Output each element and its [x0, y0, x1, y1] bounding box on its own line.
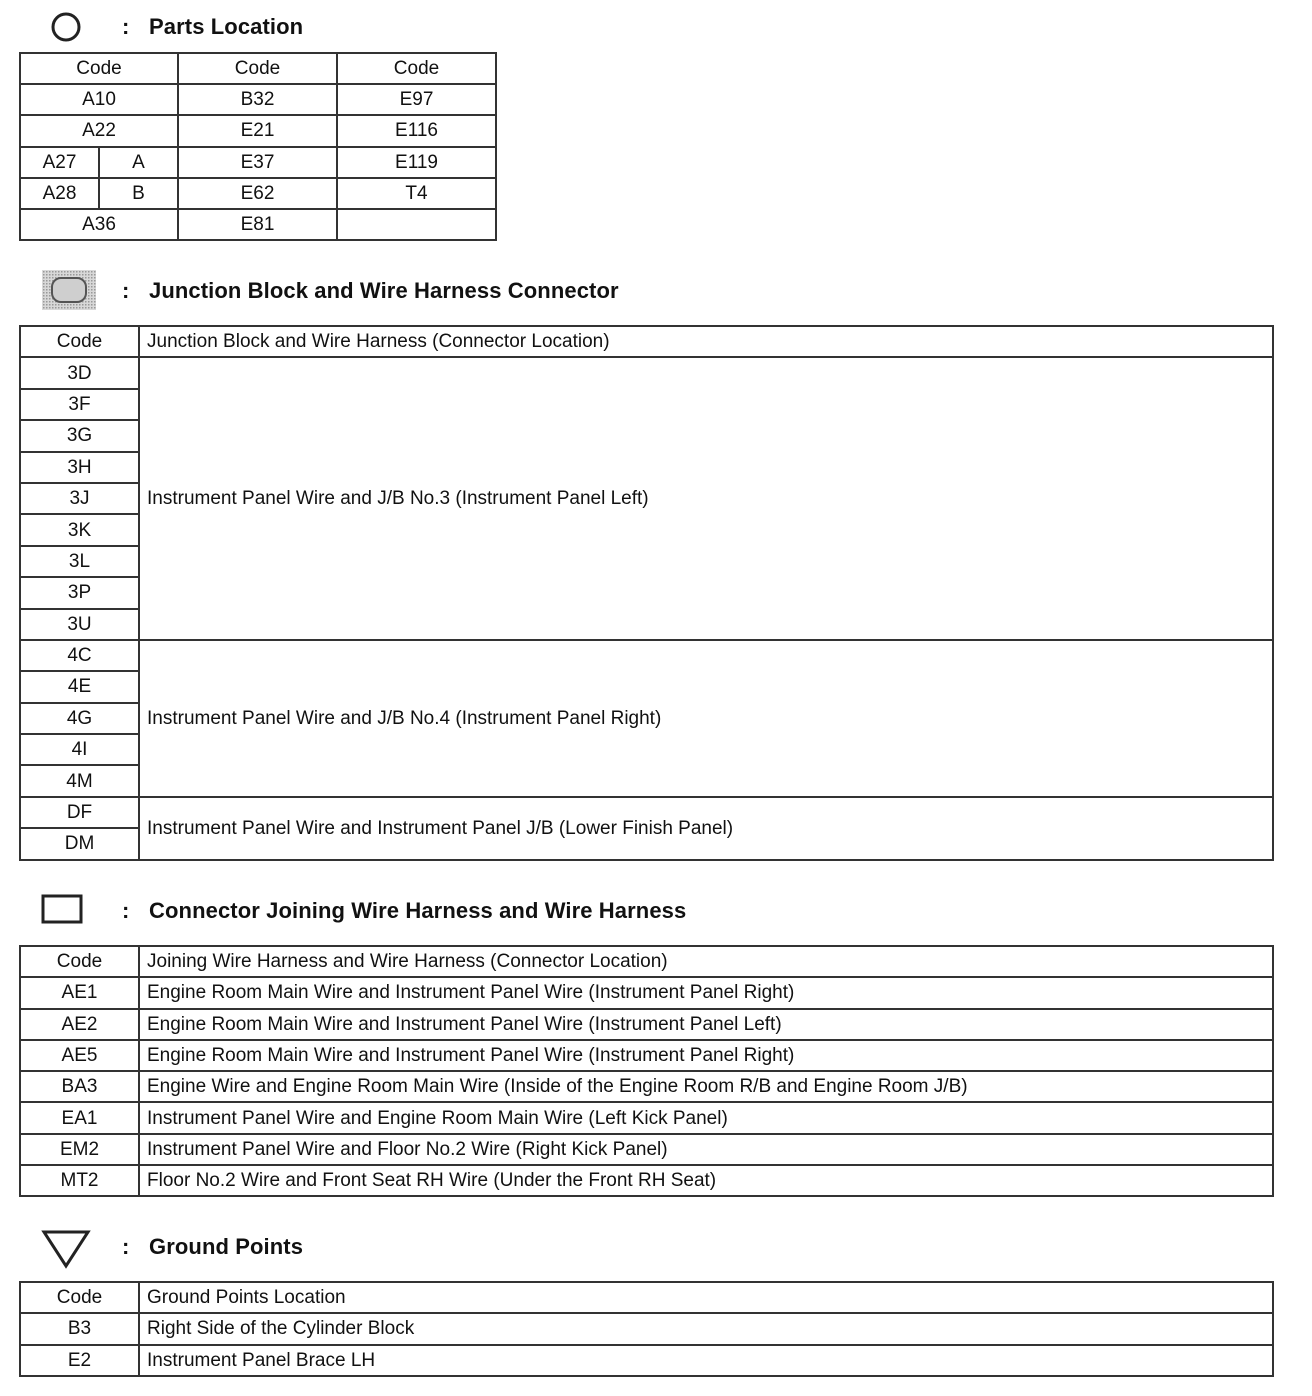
connector-code: 3J: [20, 483, 139, 514]
connector-location: Instrument Panel Wire and Instrument Panel J/B (Lower Finish Panel): [139, 797, 1273, 860]
connector-code: DM: [20, 828, 139, 859]
part-code: E119: [337, 147, 496, 178]
section-title: Ground Points: [149, 1234, 304, 1259]
part-sub-code: B: [99, 178, 178, 209]
row-location: Instrument Panel Wire and Engine Room Main Wire (Left Kick Panel): [139, 1102, 1273, 1133]
part-code: A28: [20, 178, 99, 209]
section-title: Parts Location: [149, 14, 304, 39]
row-code: B3: [20, 1313, 139, 1344]
colon: :: [122, 1234, 130, 1259]
table-row: [20, 1040, 1273, 1071]
connector-code: DF: [20, 797, 139, 828]
row-location: Engine Wire and Engine Room Main Wire (Inside of the Engine Room R/B and Engine Room J/B): [139, 1071, 1273, 1102]
connector-code: 3D: [20, 357, 139, 388]
table-row: [20, 1165, 1273, 1196]
part-code: E62: [178, 178, 337, 209]
table-row: [20, 977, 1273, 1008]
connector-code: 4E: [20, 671, 139, 702]
connector-shaded-icon: [40, 268, 98, 314]
colon: :: [122, 898, 130, 923]
table-row: [20, 1009, 1273, 1040]
part-code: E116: [337, 115, 496, 146]
rectangle-connector-icon: [40, 892, 86, 928]
connector-code: 3F: [20, 389, 139, 420]
ground-triangle-icon: [40, 1226, 92, 1270]
column-header: Code: [20, 946, 139, 977]
part-code: E37: [178, 147, 337, 178]
table-row: [20, 1134, 1273, 1165]
connector-location: Instrument Panel Wire and J/B No.3 (Instrument Panel Left): [139, 357, 1273, 640]
header-row: [20, 326, 1273, 357]
table-row: [20, 797, 1273, 828]
row-code: MT2: [20, 1165, 139, 1196]
row-location: Engine Room Main Wire and Instrument Panel Wire (Instrument Panel Right): [139, 1040, 1273, 1071]
row-location: Floor No.2 Wire and Front Seat RH Wire (Under the Front RH Seat): [139, 1165, 1273, 1196]
table-row: [20, 178, 496, 209]
connector-code: 3U: [20, 609, 139, 640]
circle-icon: [48, 10, 84, 46]
connector-location: Instrument Panel Wire and J/B No.4 (Instrument Panel Right): [139, 640, 1273, 797]
row-location: Instrument Panel Wire and Floor No.2 Wire (Right Kick Panel): [139, 1134, 1273, 1165]
part-code: E97: [337, 84, 496, 115]
parts-location-header: [0, 6, 1312, 46]
connector-code: 3L: [20, 546, 139, 577]
row-code: AE5: [20, 1040, 139, 1071]
column-header: Ground Points Location: [139, 1282, 1273, 1313]
row-code: E2: [20, 1345, 139, 1376]
part-code: A22: [20, 115, 178, 146]
part-code: B32: [178, 84, 337, 115]
header-row: [20, 1282, 1273, 1313]
parts-location-table: [19, 52, 497, 241]
row-code: BA3: [20, 1071, 139, 1102]
column-header: Code: [337, 53, 496, 84]
junction-block-header: [0, 270, 1312, 310]
table-row: [20, 1071, 1273, 1102]
table-row: [20, 115, 496, 146]
header-row: [20, 53, 496, 84]
column-header: Code: [20, 53, 178, 84]
table-row: [20, 209, 496, 240]
section-title: Junction Block and Wire Harness Connector: [149, 278, 619, 303]
section-title: Connector Joining Wire Harness and Wire Harness: [149, 898, 687, 923]
column-header: Junction Block and Wire Harness (Connector Location): [139, 326, 1273, 357]
row-location: Engine Room Main Wire and Instrument Panel Wire (Instrument Panel Right): [139, 977, 1273, 1008]
part-code: E81: [178, 209, 337, 240]
column-header: Code: [20, 326, 139, 357]
connector-code: 4I: [20, 734, 139, 765]
table-row: [20, 1102, 1273, 1133]
column-header: Code: [20, 1282, 139, 1313]
row-code: AE2: [20, 1009, 139, 1040]
connector-code: 3G: [20, 420, 139, 451]
connector-joining-header: [0, 890, 1312, 930]
connector-code: 3H: [20, 452, 139, 483]
table-row: [20, 357, 1273, 388]
part-code: T4: [337, 178, 496, 209]
table-row: [20, 147, 496, 178]
colon: :: [122, 278, 130, 303]
connector-code: 4C: [20, 640, 139, 671]
part-code: [337, 209, 496, 240]
row-code: EA1: [20, 1102, 139, 1133]
part-code: A10: [20, 84, 178, 115]
column-header: Joining Wire Harness and Wire Harness (Connector Location): [139, 946, 1273, 977]
junction-block-table: [19, 325, 1274, 861]
connector-code: 3P: [20, 577, 139, 608]
table-row: [20, 84, 496, 115]
part-code: A36: [20, 209, 178, 240]
table-row: [20, 640, 1273, 671]
row-code: EM2: [20, 1134, 139, 1165]
table-row: [20, 1345, 1273, 1376]
header-row: [20, 946, 1273, 977]
connector-code: 4M: [20, 765, 139, 796]
ground-points-header: [0, 1226, 1312, 1266]
row-location: Engine Room Main Wire and Instrument Panel Wire (Instrument Panel Left): [139, 1009, 1273, 1040]
table-row: [20, 1313, 1273, 1344]
column-header: Code: [178, 53, 337, 84]
part-code: A27: [20, 147, 99, 178]
part-sub-code: A: [99, 147, 178, 178]
row-location: Right Side of the Cylinder Block: [139, 1313, 1273, 1344]
row-location: Instrument Panel Brace LH: [139, 1345, 1273, 1376]
connector-code: 3K: [20, 514, 139, 545]
connector-code: 4G: [20, 703, 139, 734]
connector-joining-table: [19, 945, 1274, 1197]
part-code: E21: [178, 115, 337, 146]
ground-points-table: [19, 1281, 1274, 1377]
row-code: AE1: [20, 977, 139, 1008]
colon: :: [122, 14, 130, 39]
